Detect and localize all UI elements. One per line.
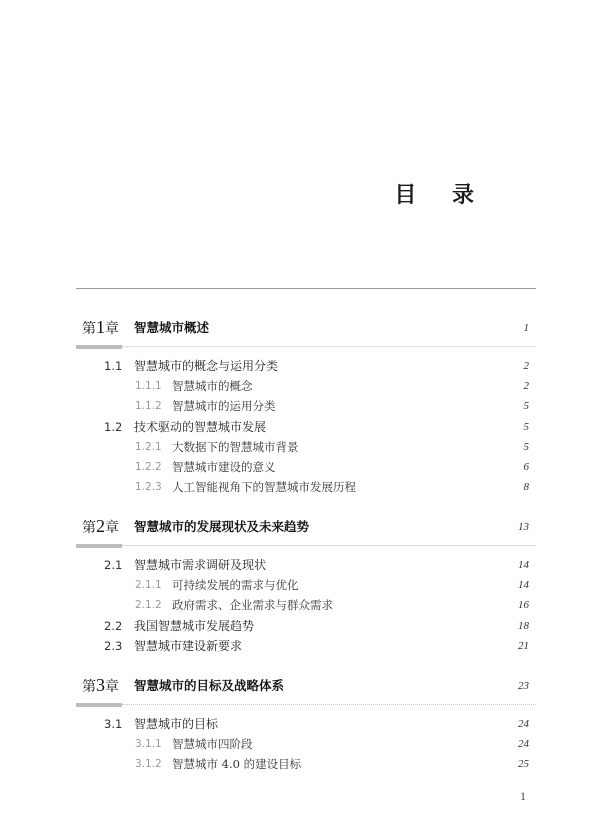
page-ref: 14 — [518, 559, 529, 571]
subsection-title: 智慧城市的概念 — [172, 379, 253, 394]
toc-subsection-row[interactable] — [76, 376, 536, 396]
section-number: 1.1 — [104, 359, 123, 373]
subsection-title: 智慧城市的运用分类 — [172, 399, 276, 414]
subsection-number: 2.1.1 — [135, 579, 162, 592]
page-ref: 25 — [518, 758, 529, 771]
subsection-title: 智慧城市四阶段 — [172, 737, 253, 752]
subsection-title: 智慧城市建设的意义 — [172, 460, 276, 474]
chapter-suffix: 章 — [105, 322, 119, 337]
toc-subsection-row[interactable] — [76, 734, 536, 754]
subsection-title: 智慧城市 4.0 的建设目标 — [172, 757, 302, 772]
subsection-title: 大数据下的智慧城市背景 — [172, 439, 299, 454]
toc-subsection-row[interactable] — [76, 754, 536, 774]
underline-thick — [76, 345, 122, 349]
chapter-digit: 3 — [96, 675, 105, 695]
chapter-underline — [76, 544, 536, 548]
chapter-suffix: 章 — [105, 521, 119, 536]
section-number: 3.1 — [104, 717, 123, 731]
toc-chapter-row[interactable] — [76, 318, 536, 338]
section-title: 智慧城市需求调研及现状 — [134, 558, 267, 572]
chapter-digit: 2 — [96, 516, 105, 536]
chapter-underline — [76, 345, 536, 349]
page-ref: 21 — [518, 639, 529, 652]
top-divider — [76, 288, 536, 289]
chapter-title: 智慧城市的目标及战略体系 — [134, 678, 285, 693]
section-title: 智慧城市的目标 — [134, 717, 219, 731]
chapter-digit: 1 — [96, 317, 105, 337]
subsection-number: 2.1.2 — [135, 599, 162, 612]
page-ref: 2 — [523, 380, 529, 393]
chapter-number — [82, 674, 119, 699]
toc-section-row[interactable] — [76, 555, 536, 575]
subsection-number: 3.1.1 — [135, 738, 162, 751]
page-ref: 5 — [523, 420, 529, 433]
page-ref: 8 — [523, 481, 529, 494]
chapter-number — [82, 316, 119, 341]
toc-subsection-row[interactable] — [76, 575, 536, 595]
chapter-prefix: 第 — [82, 521, 96, 536]
section-number: 1.2 — [104, 419, 123, 434]
toc-section-row[interactable] — [76, 616, 536, 636]
subsection-number: 1.1.2 — [135, 400, 162, 413]
toc-subsection-row[interactable] — [76, 396, 536, 416]
toc-section-row[interactable] — [76, 714, 536, 734]
toc-chapter-row[interactable] — [76, 517, 536, 537]
subsection-number: 1.2.2 — [135, 461, 162, 473]
page-ref: 23 — [518, 680, 529, 692]
underline-thick — [76, 544, 122, 548]
page-number: 1 — [520, 789, 526, 803]
chapter-underline — [76, 703, 536, 707]
subsection-number: 3.1.2 — [135, 758, 162, 771]
toc-subsection-row[interactable] — [76, 457, 536, 477]
chapter-number — [82, 515, 119, 540]
toc-section-row[interactable] — [76, 356, 536, 376]
page-ref: 6 — [523, 461, 529, 473]
section-number: 2.2 — [104, 618, 123, 633]
toc-subsection-row[interactable] — [76, 437, 536, 457]
underline-thick — [76, 703, 122, 707]
subsection-title: 可持续发展的需求与优化 — [172, 578, 299, 593]
toc-subsection-row[interactable] — [76, 595, 536, 615]
chapter-prefix: 第 — [82, 322, 96, 337]
subsection-title: 政府需求、企业需求与群众需求 — [172, 598, 333, 613]
underline-dotted — [122, 704, 536, 705]
page-ref: 13 — [518, 521, 529, 533]
toc-section-row[interactable] — [76, 636, 536, 656]
underline-dotted — [122, 545, 536, 546]
page-ref: 5 — [523, 400, 529, 413]
page-ref: 24 — [518, 718, 529, 730]
section-title: 智慧城市的概念与运用分类 — [134, 359, 279, 373]
toc-chapter-row[interactable] — [76, 676, 536, 696]
page-ref: 14 — [518, 579, 529, 592]
chapter-title: 智慧城市的发展现状及未来趋势 — [134, 519, 310, 534]
page-ref: 18 — [518, 619, 529, 632]
section-title: 我国智慧城市发展趋势 — [134, 618, 255, 633]
toc-subsection-row[interactable] — [76, 477, 536, 497]
page-ref: 5 — [523, 440, 529, 453]
section-number: 2.3 — [104, 638, 123, 653]
section-title: 技术驱动的智慧城市发展 — [134, 419, 267, 434]
page-title: 目 录 — [394, 183, 488, 208]
toc-section-row[interactable] — [76, 417, 536, 437]
subsection-number: 1.2.3 — [135, 481, 162, 494]
chapter-title: 智慧城市概述 — [134, 320, 210, 335]
underline-dotted — [122, 346, 536, 347]
subsection-number: 1.2.1 — [135, 440, 162, 453]
section-number: 2.1 — [104, 558, 123, 572]
page-ref: 16 — [518, 599, 529, 612]
chapter-suffix: 章 — [105, 680, 119, 695]
subsection-number: 1.1.1 — [135, 380, 162, 393]
section-title: 智慧城市建设新要求 — [134, 638, 243, 653]
chapter-prefix: 第 — [82, 680, 96, 695]
page-ref: 2 — [523, 360, 529, 372]
page-ref: 24 — [518, 738, 529, 751]
page-ref: 1 — [523, 322, 529, 334]
subsection-title: 人工智能视角下的智慧城市发展历程 — [172, 480, 356, 495]
